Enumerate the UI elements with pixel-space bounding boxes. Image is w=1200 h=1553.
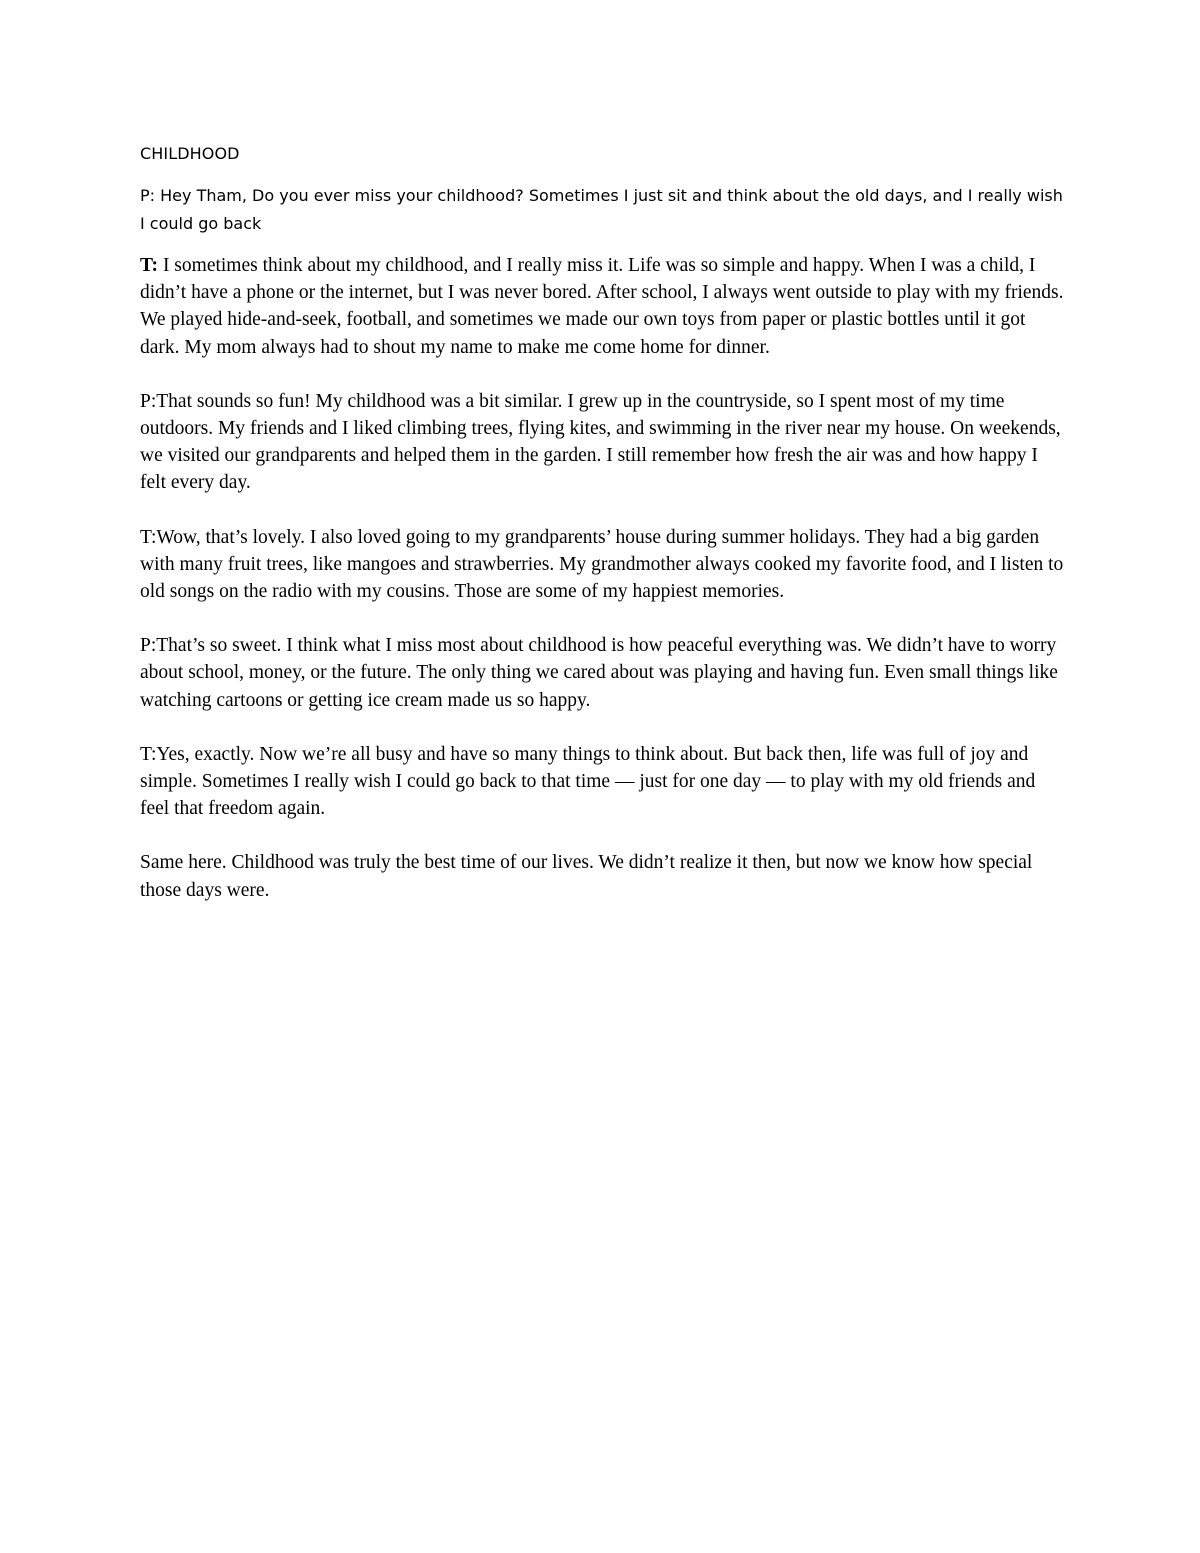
dialogue-paragraph-4 — [140, 632, 1065, 714]
speaker-label: P: — [140, 635, 157, 657]
document-title: CHILDHOOD — [140, 144, 240, 163]
speaker-label: T: — [140, 255, 159, 276]
paragraph-text: Same here. Childhood was truly the best time of our lives. We didn’t realize it then, but now we know how special those days were. — [140, 852, 1033, 901]
dialogue-paragraph-1 — [140, 252, 1065, 361]
dialogue-paragraph-2 — [140, 388, 1065, 497]
dialogue-paragraph-6 — [140, 849, 1065, 903]
intro-text: Hey Tham, Do you ever miss your childhood? Sometimes I just sit and think about the old days, and I really wish I could go back — [140, 186, 1063, 233]
speaker-label: T: — [140, 743, 157, 765]
paragraph-text: I sometimes think about my childhood, and I really miss it. Life was so simple and happy. When I was a child, I didn’t have a phone or the internet, but I was never bored. After school, I always went outside to play with my friends. We played hide-and-seek, football, and sometimes we made our own toys from paper or plastic bottles until it got dark. My mom always had to shout my name to make me come home for dinner. — [140, 255, 1064, 358]
intro-paragraph — [140, 182, 1065, 238]
document-body — [140, 140, 1065, 931]
dialogue-paragraph-5 — [140, 741, 1065, 823]
paragraph-text: Yes, exactly. Now we’re all busy and have so many things to think about. But back then, life was full of joy and simple. Sometimes I really wish I could go back to that time — just for one day — to play with my old friends and feel that freedom again. — [140, 743, 1036, 820]
paragraph-text: Wow, that’s lovely. I also loved going to my grandparents’ house during summer holidays. They had a big garden with many fruit trees, like mangoes and strawberries. My grandmother always cooked my favorite food, and I listen to old songs on the radio with my cousins. Those are some of my happiest memories. — [140, 526, 1064, 603]
paragraph-text: That sounds so fun! My childhood was a bit similar. I grew up in the countryside, so I spent most of my time outdoors. My friends and I liked climbing trees, flying kites, and swimming in the river near my house. On weekends, we visited our grandparents and helped them in the garden. I still remember how fresh the air was and how happy I felt every day. — [140, 390, 1061, 494]
paragraph-text: That’s so sweet. I think what I miss most about childhood is how peaceful everything was. We didn’t have to worry about school, money, or the future. The only thing we cared about was playing and having fun. Even small things like watching cartoons or getting ice cream made us so happy. — [140, 635, 1058, 711]
intro-speaker: P: — [140, 186, 156, 205]
speaker-label: P: — [140, 390, 157, 412]
speaker-label: T: — [140, 526, 157, 548]
dialogue-paragraph-3 — [140, 524, 1065, 606]
